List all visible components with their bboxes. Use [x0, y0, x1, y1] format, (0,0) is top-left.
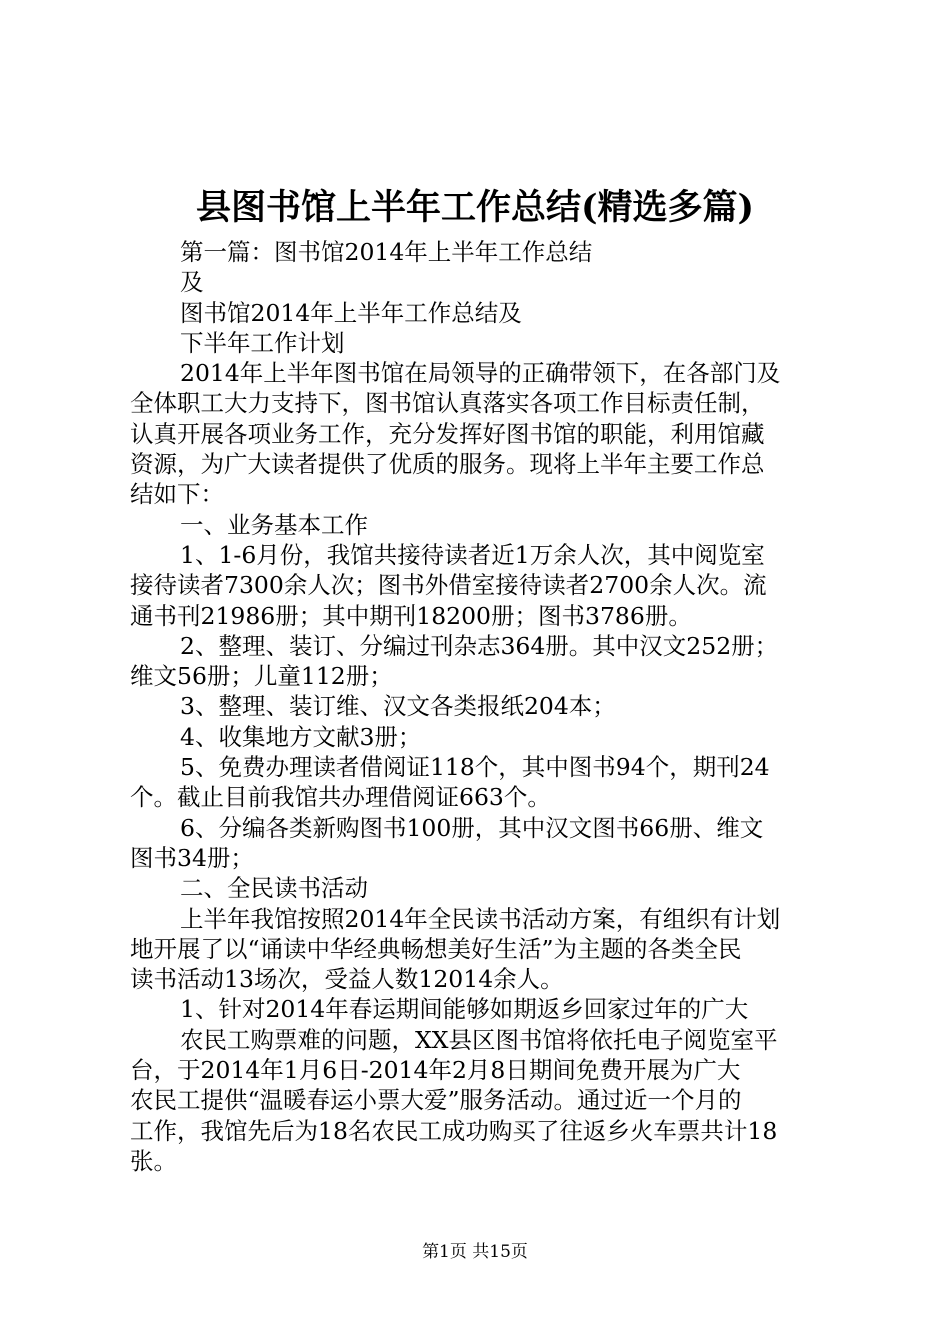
text-line: 个。截止目前我馆共办理借阅证663个。: [130, 783, 551, 812]
page-footer: 第1页 共15页: [422, 1242, 528, 1262]
text-line: 读书活动13场次，受益人数12014余人。: [130, 965, 564, 994]
document-title: 县图书馆上半年工作总结(精选多篇): [195, 187, 755, 228]
text-line: 及: [180, 268, 204, 297]
text-line: 工作，我馆先后为18名农民工成功购买了往返乡火车票共计18: [130, 1116, 778, 1145]
text-line: 地开展了以“诵读中华经典畅想美好生活”为主题的各类全民: [130, 934, 742, 963]
text-line: 2014年上半年图书馆在局领导的正确带领下，在各部门及: [180, 359, 781, 388]
text-line: 2、整理、装订、分编过刊杂志364册。其中汉文252册；: [180, 631, 779, 660]
text-line: 维文56册；儿童112册；: [130, 662, 393, 691]
text-line: 1、针对2014年春运期间能够如期返乡回家过年的广大: [180, 995, 749, 1024]
text-line: 6、分编各类新购图书100册，其中汉文图书66册、维文: [180, 813, 764, 842]
text-line: 下半年工作计划: [180, 328, 345, 357]
text-line: 上半年我馆按照2014年全民读书活动方案，有组织有计划: [180, 904, 781, 933]
text-line: 认真开展各项业务工作，充分发挥好图书馆的职能，利用馆藏: [130, 419, 765, 448]
text-line: 3、整理、装订维、汉文各类报纸204本；: [180, 692, 616, 721]
text-line: 5、免费办理读者借阅证118个，其中图书94个，期刊24: [180, 753, 770, 782]
text-line: 图书馆2014年上半年工作总结及: [180, 298, 522, 327]
text-line: 张。: [130, 1146, 177, 1175]
text-line: 台，于2014年1月6日-2014年2月8日期间免费开展为广大: [130, 1056, 741, 1085]
text-line: 接待读者7300余人次；图书外借室接待读者2700余人次。流: [130, 571, 767, 600]
text-line: 农民工购票难的问题，XX县区图书馆将依托电子阅览室平: [180, 1025, 778, 1054]
text-line: 4、收集地方文献3册；: [180, 722, 422, 751]
text-line: 1、1-6月份，我馆共接待读者近1万余人次，其中阅览室: [180, 540, 765, 569]
text-line: 农民工提供“温暖春运小票大爱”服务活动。通过近一个月的: [130, 1086, 742, 1115]
text-line: 第一篇：图书馆2014年上半年工作总结: [180, 238, 593, 266]
text-line: 图书34册；: [130, 843, 254, 872]
text-line: 一、业务基本工作: [180, 510, 368, 539]
text-line: 全体职工大力支持下，图书馆认真落实各项工作目标责任制，: [130, 389, 765, 418]
text-line: 结如下：: [130, 480, 224, 509]
text-line: 资源，为广大读者提供了优质的服务。现将上半年主要工作总: [130, 450, 765, 479]
text-line: 二、全民读书活动: [180, 874, 368, 903]
text-line: 通书刊21986册；其中期刊18200册；图书3786册。: [130, 601, 692, 630]
document-body: [130, 237, 830, 1176]
